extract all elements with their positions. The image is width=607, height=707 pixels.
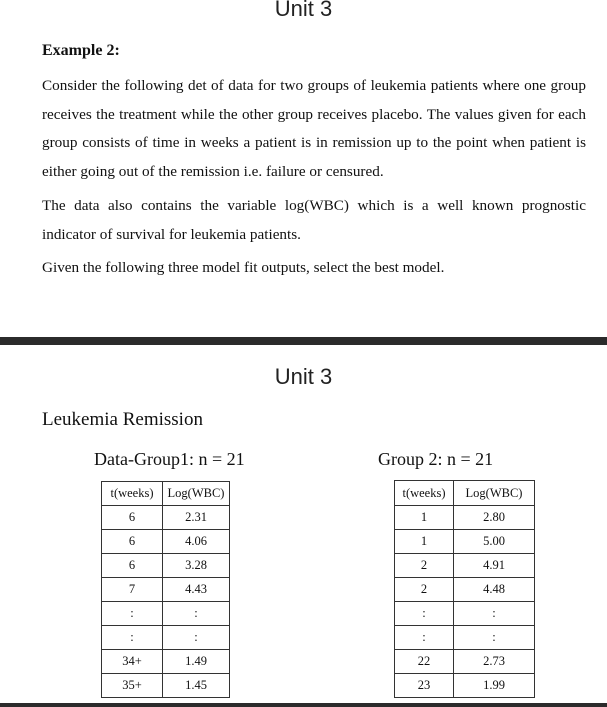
table-cell: :	[163, 626, 230, 650]
table-cell: 23	[395, 674, 454, 698]
table-cell: 4.48	[454, 578, 535, 602]
table-cell: 2	[395, 554, 454, 578]
table-cell: :	[395, 602, 454, 626]
table-row	[395, 554, 535, 578]
table-cell: 1.45	[163, 674, 230, 698]
table-cell: 2.80	[454, 506, 535, 530]
table-cell: 1	[395, 506, 454, 530]
table-cell: 4.91	[454, 554, 535, 578]
table-row	[102, 626, 230, 650]
table-cell: 5.00	[454, 530, 535, 554]
table-cell: 6	[102, 506, 163, 530]
table-cell: 1.49	[163, 650, 230, 674]
table-row	[395, 674, 535, 698]
table-cell: :	[454, 626, 535, 650]
table-row	[102, 506, 230, 530]
group2-caption: Group 2: n = 21	[378, 449, 494, 469]
table-row	[102, 530, 230, 554]
page-divider	[0, 337, 607, 345]
slide-unit-title: Unit 3	[274, 364, 333, 389]
problem-paragraph-1: Consider the following det of data for two groups of leukemia patients where one group receives the treatment while the other group receives placebo. The values given for each group consists of time in weeks a patient is in remission up to the point when patient is either going out of the remission i.e. failure or censured.	[42, 77, 586, 180]
table-row	[102, 554, 230, 578]
column-header-weeks: t(weeks)	[102, 482, 163, 506]
table-cell: 2.73	[454, 650, 535, 674]
table-row	[102, 602, 230, 626]
group2-data-table	[394, 480, 535, 698]
page-header-unit-title: Unit 3	[274, 0, 333, 21]
table-row	[395, 506, 535, 530]
table-row	[395, 650, 535, 674]
table-cell: :	[102, 602, 163, 626]
table-cell: 7	[102, 578, 163, 602]
table-cell: :	[102, 626, 163, 650]
table-row	[102, 650, 230, 674]
table-cell: 4.43	[163, 578, 230, 602]
table-row	[102, 674, 230, 698]
table-row	[395, 626, 535, 650]
table-cell: 6	[102, 554, 163, 578]
table-cell: 3.28	[163, 554, 230, 578]
table-cell: 2.31	[163, 506, 230, 530]
table-cell: 1.99	[454, 674, 535, 698]
table-cell: 1	[395, 530, 454, 554]
column-header-logwbc: Log(WBC)	[163, 482, 230, 506]
table-header-row	[395, 481, 535, 506]
column-header-logwbc: Log(WBC)	[454, 481, 535, 506]
column-header-weeks: t(weeks)	[395, 481, 454, 506]
table-cell: 2	[395, 578, 454, 602]
example-heading: Example 2:	[42, 42, 120, 59]
table-cell: 6	[102, 530, 163, 554]
table-cell: 4.06	[163, 530, 230, 554]
table-row	[102, 578, 230, 602]
table-row	[395, 602, 535, 626]
table-cell: 35+	[102, 674, 163, 698]
table-cell: :	[454, 602, 535, 626]
table-cell: :	[163, 602, 230, 626]
group1-data-table	[101, 481, 230, 698]
table-cell: 22	[395, 650, 454, 674]
table-header-row	[102, 482, 230, 506]
table-cell: 34+	[102, 650, 163, 674]
bottom-divider	[0, 703, 607, 707]
table-row	[395, 530, 535, 554]
problem-paragraph-2: The data also contains the variable log(WBC) which is a well known prognostic indicator of survival for leukemia patients.	[42, 197, 586, 243]
section-title: Leukemia Remission	[42, 409, 203, 430]
problem-paragraph-3: Given the following three model fit outputs, select the best model.	[42, 259, 445, 276]
table-cell: :	[395, 626, 454, 650]
table-row	[395, 578, 535, 602]
group1-caption: Data-Group1: n = 21	[94, 449, 245, 469]
